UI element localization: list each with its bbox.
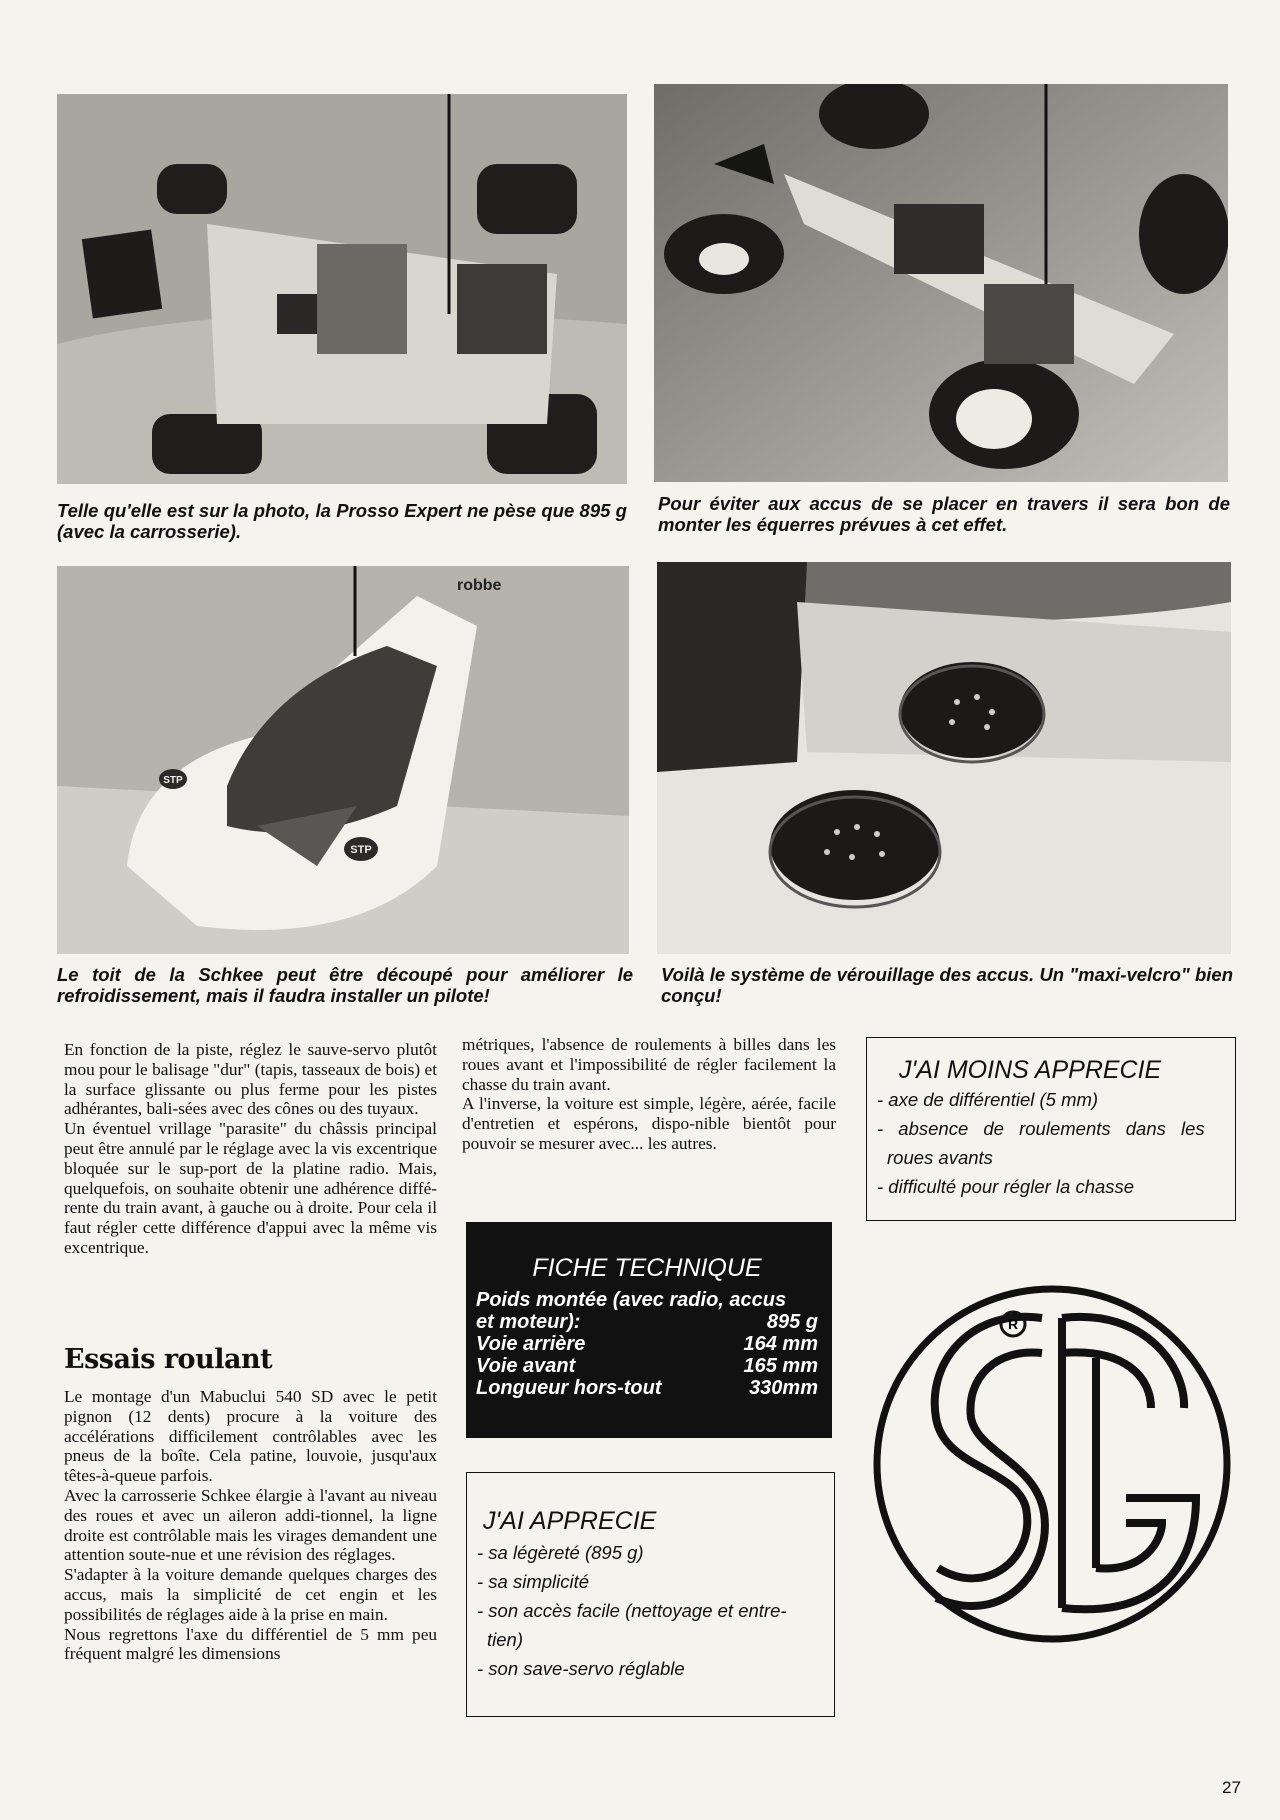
fiche-title: FICHE TECHNIQUE: [532, 1254, 762, 1282]
fiche-row: Longueur hors-tout 330mm: [476, 1377, 818, 1399]
photo-schkee-body: [57, 566, 629, 954]
list-item: - sa légèreté (895 g): [477, 1542, 644, 1563]
apprecie-box: [466, 1472, 835, 1717]
registered-mark: R: [1007, 1316, 1019, 1332]
paragraph: A l'inverse, la voiture est simple, légère, aérée, facile d'entretien et espérons, dispo-nible bientôt pour pouvoir se mesurer avec... les autres.: [462, 1094, 836, 1153]
caption-photo-3: Le toit de la Schkee peut être découpé pour améliorer le refroidissement, mais il faudra installer un pilote!: [57, 964, 633, 1006]
list-item: - son save-servo réglable: [477, 1658, 685, 1679]
list-item: - son accès facile (nettoyage et entre-: [477, 1600, 787, 1621]
paragraph: métriques, l'absence de roulements à billes dans les roues avant et l'impossibilité de régler facilement la chasse du train avant.: [462, 1035, 836, 1094]
article-column-1: [64, 1040, 437, 1258]
photo-battery-velcro: [657, 562, 1231, 954]
caption-photo-2: Pour éviter aux accus de se placer en travers il sera bon de monter les équerres prévues à cet effet.: [658, 493, 1230, 535]
robbe-decal: robbe: [457, 577, 502, 594]
list-item: roues avants: [887, 1147, 993, 1168]
article-column-1b: [64, 1387, 437, 1664]
moins-apprecie-title: J'AI MOINS APPRECIE: [899, 1056, 1162, 1084]
paragraph: Nous regrettons l'axe du différentiel de 5 mm peu fréquent malgré les dimensions: [64, 1624, 437, 1664]
stp-logo-2: STP: [350, 844, 372, 856]
paragraph: S'adapter à la voiture demande quelques charges des accus, mais la simplicité de cet engin et les possibilités de réglages aide à la prise en main.: [64, 1565, 437, 1624]
fiche-row: Poids montée (avec radio, accus: [476, 1289, 787, 1311]
page-number: 27: [1222, 1778, 1241, 1797]
fiche-row: Voie avant 165 mm: [476, 1355, 818, 1377]
apprecie-title: J'AI APPRECIE: [483, 1507, 657, 1535]
list-item: - sa simplicité: [477, 1571, 590, 1592]
fiche-technique-box: [466, 1222, 832, 1438]
photo-chassis-angled: [654, 84, 1228, 482]
caption-photo-1: Telle qu'elle est sur la photo, la Prosso Expert ne pèse que 895 g (avec la carrosserie).: [57, 500, 627, 542]
paragraph: Un éventuel vrillage "parasite" du châssis principal peut être annulé par le réglage avec la vis excentrique bloquée sur le sup-port de la platine radio. Mais, quelquefois, on souhaite obtenir une adhérence diffé-rente du train avant, à gauche ou à droite. Pour cela il faut régler cette différence d'appui avec la même vis excentrique.: [64, 1119, 437, 1257]
section-heading: Essais roulant: [64, 1344, 273, 1375]
fiche-row: Voie arrière 164 mm: [476, 1333, 818, 1355]
article-column-2: [462, 1035, 836, 1154]
list-item: - absence de roulements dans les: [877, 1118, 1205, 1139]
fiche-row: et moteur): 895 g: [476, 1311, 818, 1333]
photo-chassis-top: [57, 94, 627, 484]
paragraph: Avec la carrosserie Schkee élargie à l'avant au niveau des roues et avec un aileron addi-tionnel, la ligne droite est contrôlable mais les virages demandent une attention soute-nue et une révision des réglages.: [64, 1485, 437, 1565]
caption-photo-4: Voilà le système de vérouillage des accus. Un "maxi-velcro" bien conçu!: [661, 964, 1233, 1006]
moins-apprecie-box: [866, 1037, 1236, 1221]
paragraph: En fonction de la piste, réglez le sauve-servo plutôt mou pour le balisage "dur" (tapis, tasseaux de bois) et la surface glissante ou plus ferme pour les pistes adhérantes, bali-sées avec des cônes ou des tuyaux.: [64, 1040, 437, 1119]
list-item: - difficulté pour régler la chasse: [877, 1176, 1135, 1197]
list-item: tien): [487, 1629, 523, 1650]
stp-logo-1: STP: [163, 775, 183, 786]
paragraph: Le montage d'un Mabuclui 540 SD avec le petit pignon (12 dents) procure à la voiture des accélérations difficilement contrôlables avec les pneus de la boîte. Cela patine, louvoie, jusqu'aux têtes-à-queue parfois.: [64, 1387, 437, 1486]
sg-logo: [866, 1268, 1238, 1660]
list-item: - axe de différentiel (5 mm): [877, 1089, 1099, 1110]
